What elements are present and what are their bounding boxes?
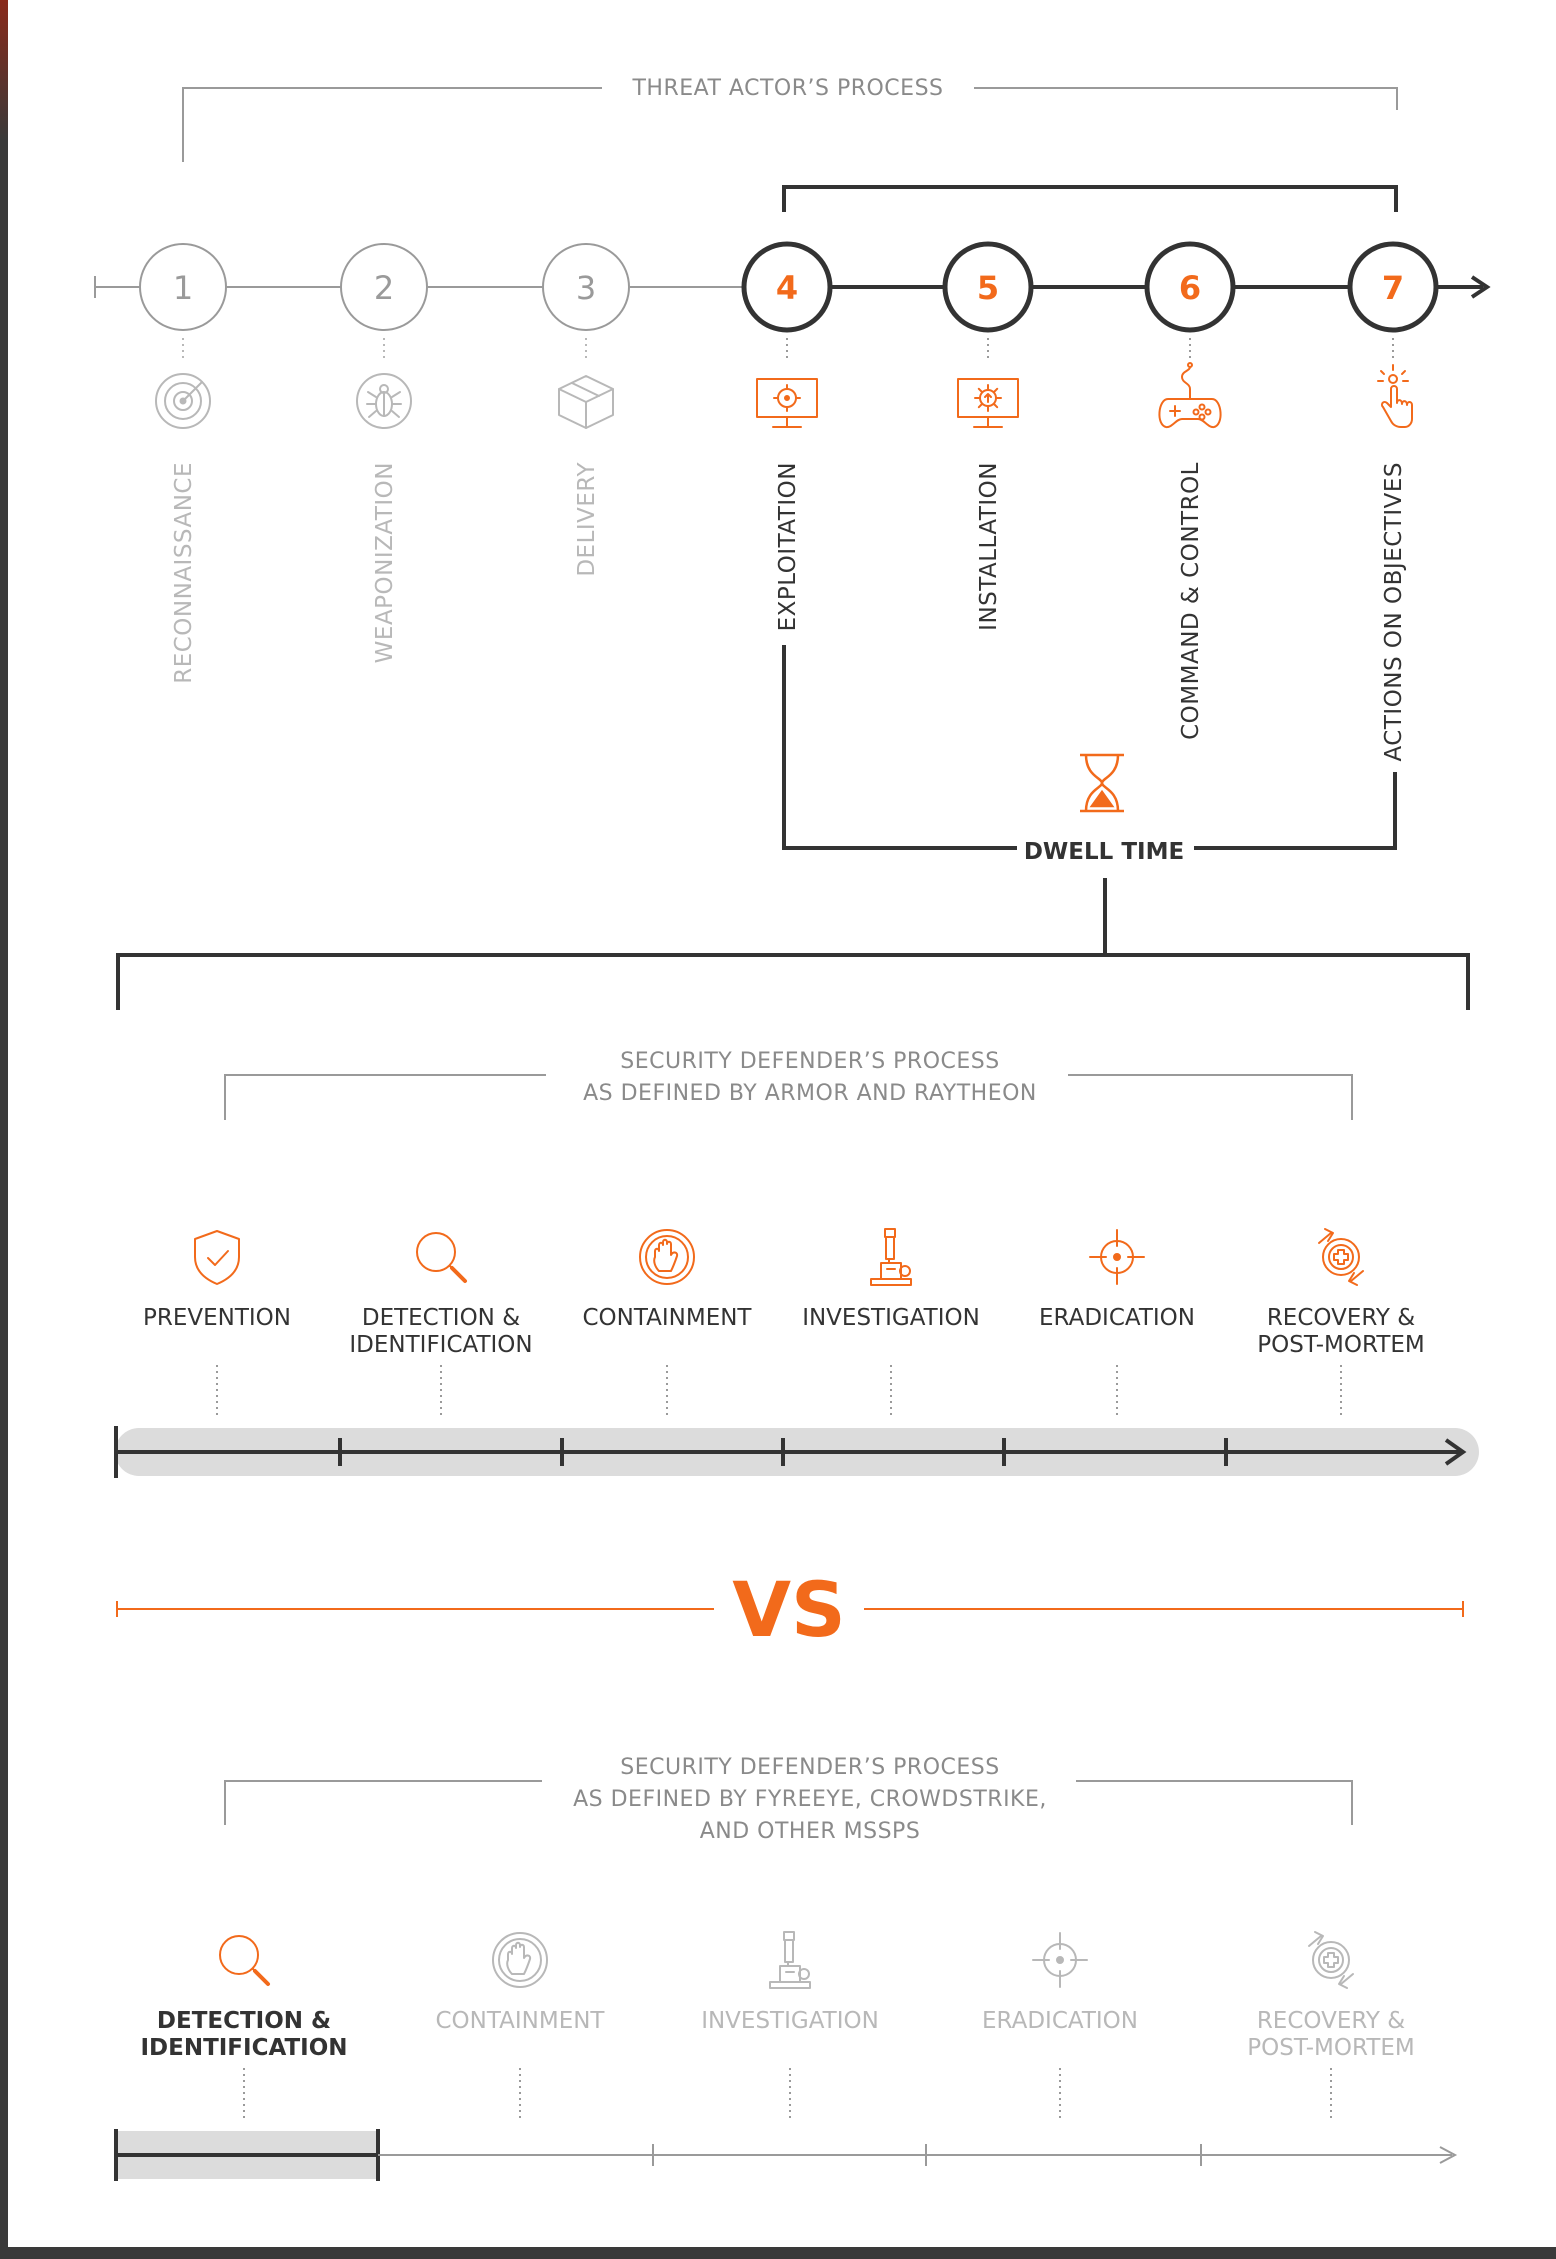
step-label: CONTAINMENT <box>582 1305 752 1331</box>
step-label: INVESTIGATION <box>802 1305 980 1331</box>
threat-step-2 <box>341 244 427 663</box>
step-label: CONTAINMENT <box>435 2008 605 2034</box>
magnifier-icon <box>220 1936 268 1984</box>
defender-a-title <box>583 1049 1037 1106</box>
defender-b-step <box>701 1932 879 2122</box>
step-label: DETECTION & <box>156 2008 332 2034</box>
step-number: 2 <box>373 269 395 307</box>
step-label: EXPLOITATION <box>775 462 801 632</box>
defender-a-step <box>583 1230 753 1418</box>
step-number: 5 <box>976 269 1000 307</box>
defender-b-timeline <box>116 2129 1455 2181</box>
step-label: RECONNAISSANCE <box>171 462 197 684</box>
defender-b-title <box>573 1755 1047 1844</box>
monitor-gear-icon <box>958 379 1018 427</box>
step-label: ACTIONS ON OBJECTIVES <box>1381 462 1407 762</box>
defender-a-step <box>143 1231 291 1418</box>
radar-icon <box>156 374 210 428</box>
step-label: DELIVERY <box>574 462 600 577</box>
title-line: AND OTHER MSSPS <box>699 1819 921 1844</box>
step-label: DETECTION & <box>361 1305 521 1331</box>
step-label: POST-MORTEM <box>1257 1332 1425 1358</box>
gamepad-icon <box>1159 363 1220 427</box>
step-label: ERADICATION <box>982 2008 1138 2034</box>
threat-step-5 <box>945 244 1031 631</box>
hourglass-icon <box>1080 755 1124 811</box>
step-label: INVESTIGATION <box>701 2008 879 2034</box>
hand-stop-icon <box>640 1230 694 1284</box>
vs-label: VS <box>732 1565 846 1654</box>
bug-icon <box>357 374 411 428</box>
threat-steps <box>140 244 1436 762</box>
title-line: SECURITY DEFENDER’S PROCESS <box>620 1755 1000 1780</box>
step-label: POST-MORTEM <box>1247 2035 1415 2061</box>
step-label: IDENTIFICATION <box>140 2035 348 2061</box>
defender-a-step <box>1039 1230 1195 1418</box>
threat-step-4 <box>744 244 830 631</box>
defender-b-steps <box>140 1932 1414 2122</box>
title-line: AS DEFINED BY ARMOR AND RAYTHEON <box>583 1081 1037 1106</box>
step-label: WEAPONIZATION <box>372 462 398 664</box>
step-number: 3 <box>575 269 597 307</box>
defender-b-step <box>436 1933 606 2122</box>
microscope-icon <box>871 1229 911 1285</box>
recovery-icon <box>1319 1229 1363 1285</box>
title-line: SECURITY DEFENDER’S PROCESS <box>620 1049 1000 1074</box>
step-label: COMMAND & CONTROL <box>1178 462 1204 740</box>
defender-a-steps <box>143 1229 1425 1418</box>
threat-step-1 <box>140 244 226 684</box>
defender-b-step <box>140 1936 347 2122</box>
step-label: PREVENTION <box>143 1305 291 1331</box>
threat-step-3 <box>543 244 629 577</box>
defender-b-step <box>1247 1932 1415 2122</box>
defender-a-step <box>802 1229 980 1418</box>
threat-title: THREAT ACTOR’S PROCESS <box>632 76 944 101</box>
monitor-target-icon <box>757 379 817 427</box>
recovery-icon <box>1309 1932 1353 1988</box>
defender-a-step <box>349 1233 532 1418</box>
package-icon <box>559 376 613 428</box>
step-label: ERADICATION <box>1039 1305 1195 1331</box>
defender-a-step <box>1257 1229 1425 1418</box>
microscope-icon <box>770 1932 810 1988</box>
crosshair-icon <box>1090 1230 1144 1284</box>
step-number: 4 <box>775 269 799 307</box>
dwell-time-bracket <box>118 645 1468 1010</box>
step-label: INSTALLATION <box>976 462 1002 631</box>
shield-check-icon <box>195 1231 239 1284</box>
hand-stop-icon <box>493 1933 547 1987</box>
step-label: RECOVERY & <box>1266 1305 1416 1331</box>
step-number: 6 <box>1178 269 1202 307</box>
active-phase-bracket <box>784 187 1396 212</box>
dwell-time-label: DWELL TIME <box>1023 839 1185 865</box>
step-label: RECOVERY & <box>1256 2008 1406 2034</box>
hand-pointer-icon <box>1378 365 1412 427</box>
step-number: 7 <box>1381 269 1405 307</box>
threat-step-7 <box>1350 244 1436 762</box>
magnifier-icon <box>417 1233 465 1281</box>
defender-b-step <box>982 1933 1138 2122</box>
defender-a-timeline <box>115 1426 1479 1478</box>
step-label: IDENTIFICATION <box>349 1332 533 1358</box>
title-line: AS DEFINED BY FYREEYE, CROWDSTRIKE, <box>573 1787 1047 1812</box>
threat-step-6 <box>1147 244 1233 740</box>
step-number: 1 <box>172 269 194 307</box>
crosshair-icon <box>1033 1933 1087 1987</box>
